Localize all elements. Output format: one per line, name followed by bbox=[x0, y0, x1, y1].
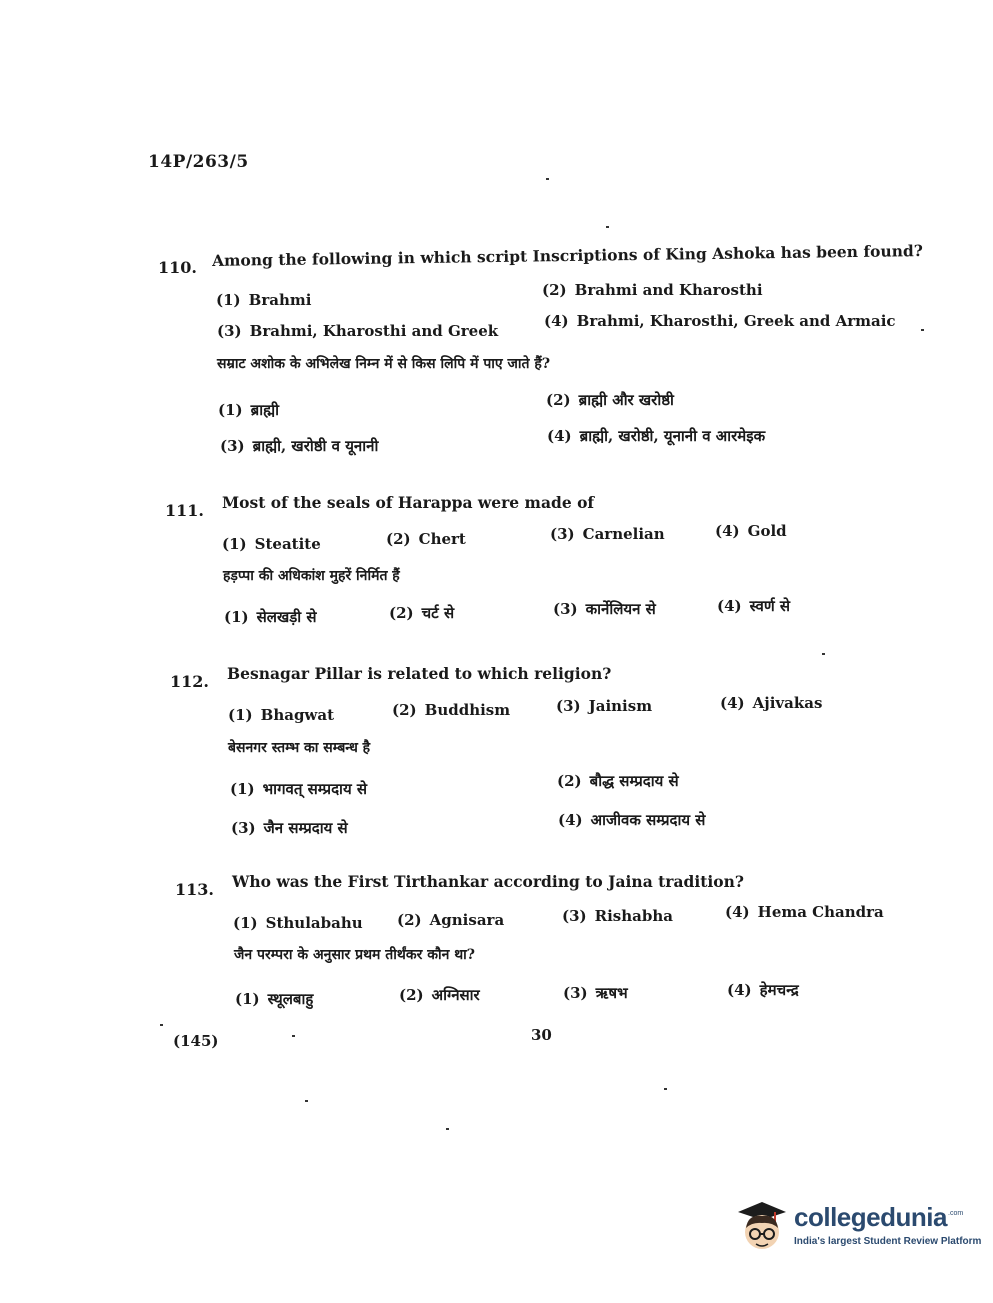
hindi-option-2: (2) बौद्ध सम्प्रदाय से bbox=[557, 772, 679, 790]
hindi-option-2: (2) अग्निसार bbox=[399, 986, 480, 1004]
scan-speck bbox=[446, 1128, 449, 1130]
hindi-option-4: (4) आजीवक सम्प्रदाय से bbox=[558, 811, 706, 829]
option-4: (4) Gold bbox=[715, 522, 787, 540]
option-1: (1) Sthulabahu bbox=[233, 914, 363, 932]
option-3: (3) Carnelian bbox=[550, 525, 665, 543]
hindi-option-2: (2) ब्राह्मी और खरोष्ठी bbox=[546, 391, 674, 409]
hindi-question-text: जैन परम्परा के अनुसार प्रथम तीर्थंकर कौन था? bbox=[234, 947, 475, 963]
hindi-option-3: (3) ब्राह्मी, खरोष्ठी व यूनानी bbox=[220, 437, 379, 455]
hindi-question-text: हड़प्पा की अधिकांश मुहरें निर्मित हैं bbox=[223, 568, 400, 584]
option-2: (2) Agnisara bbox=[397, 911, 505, 929]
hindi-option-2: (2) चर्ट से bbox=[389, 604, 455, 622]
question-number: 113. bbox=[175, 880, 214, 899]
scan-speck bbox=[664, 1088, 667, 1090]
brand-tagline: India's largest Student Review Platform bbox=[794, 1236, 982, 1247]
question-text: Among the following in which script Inscriptions of King Ashoka has been found? bbox=[211, 241, 923, 270]
scan-speck bbox=[822, 653, 825, 655]
option-1: (1) Brahmi bbox=[216, 291, 312, 309]
option-4: (4) Hema Chandra bbox=[725, 903, 884, 921]
hindi-option-4: (4) स्वर्ण से bbox=[717, 597, 791, 615]
brand-name: collegedunia bbox=[794, 1202, 947, 1232]
option-1: (1) Bhagwat bbox=[228, 706, 334, 724]
question-text: Besnagar Pillar is related to which religion? bbox=[227, 664, 612, 683]
scan-speck bbox=[305, 1100, 308, 1102]
hindi-option-1: (1) स्थूलबाहु bbox=[235, 990, 314, 1008]
hindi-option-4: (4) हेमचन्द्र bbox=[727, 981, 799, 999]
page-number: 30 bbox=[531, 1026, 552, 1044]
option-4: (4) Ajivakas bbox=[720, 694, 823, 712]
question-text: Most of the seals of Harappa were made of bbox=[222, 493, 595, 512]
option-3: (3) Jainism bbox=[556, 697, 653, 715]
paper-code: 14P/263/5 bbox=[148, 152, 249, 172]
hindi-option-4: (4) ब्राह्मी, खरोष्ठी, यूनानी व आरमेइक bbox=[547, 427, 766, 445]
brand-domain: .com bbox=[948, 1210, 964, 1217]
option-3: (3) Rishabha bbox=[562, 907, 673, 925]
question-number: 111. bbox=[165, 501, 204, 520]
option-4: (4) Brahmi, Kharosthi, Greek and Armaic bbox=[544, 312, 896, 330]
hindi-option-1: (1) सेलखड़ी से bbox=[224, 608, 317, 626]
scan-speck bbox=[606, 226, 609, 228]
hindi-option-3: (3) जैन सम्प्रदाय से bbox=[231, 819, 348, 837]
hindi-question-text: सम्राट अशोक के अभिलेख निम्न में से किस लिपि में पाए जाते हैं? bbox=[217, 356, 551, 372]
question-number: 110. bbox=[158, 258, 197, 277]
booklet-code: (145) bbox=[173, 1032, 219, 1050]
option-3: (3) Brahmi, Kharosthi and Greek bbox=[217, 322, 499, 340]
scan-speck bbox=[160, 1024, 163, 1026]
student-mascot-icon bbox=[734, 1198, 790, 1258]
scan-speck bbox=[292, 1035, 295, 1037]
hindi-question-text: बेसनगर स्तम्भ का सम्बन्ध है bbox=[228, 740, 371, 756]
hindi-option-1: (1) ब्राह्मी bbox=[218, 401, 279, 419]
hindi-option-3: (3) ऋषभ bbox=[563, 984, 628, 1002]
scan-speck bbox=[921, 329, 924, 331]
option-2: (2) Buddhism bbox=[392, 701, 511, 719]
scan-speck bbox=[546, 178, 549, 180]
option-1: (1) Steatite bbox=[222, 535, 321, 553]
option-2: (2) Brahmi and Kharosthi bbox=[542, 281, 763, 299]
question-number: 112. bbox=[170, 672, 209, 691]
collegedunia-watermark bbox=[734, 1198, 982, 1258]
option-2: (2) Chert bbox=[386, 530, 466, 548]
question-text: Who was the First Tirthankar according to Jaina tradition? bbox=[232, 872, 744, 891]
hindi-option-1: (1) भागवत् सम्प्रदाय से bbox=[230, 780, 368, 798]
hindi-option-3: (3) कार्नेलियन से bbox=[553, 600, 656, 618]
